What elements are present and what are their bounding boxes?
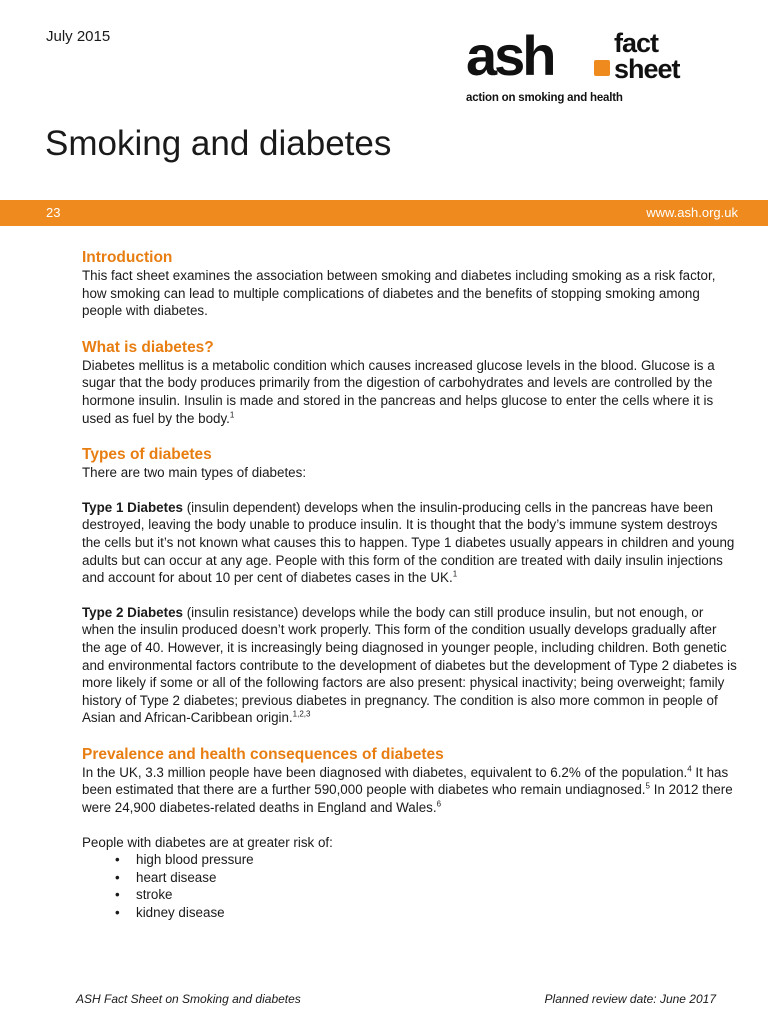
reference-marker: 1 bbox=[452, 569, 458, 579]
heading-prevalence: Prevalence and health consequences of diabetes bbox=[82, 745, 444, 763]
prevalence-paragraph: In the UK, 3.3 million people have been diagnosed with diabetes, equivalent to 6.2% of the population.$^4$ It has been estimated that there are a further 590,000 people with diabetes who remain undiagnosed.$^5$ In 2012 there were 24,900 diabetes-related deaths in England and Wales.$^6$ bbox=[82, 764, 733, 816]
list-item: • kidney disease bbox=[110, 904, 738, 922]
section-introduction bbox=[82, 248, 738, 320]
list-item: • heart disease bbox=[110, 869, 738, 887]
heading-introduction: Introduction bbox=[82, 249, 173, 266]
reference-marker: 1 bbox=[229, 410, 235, 420]
main-content bbox=[82, 248, 738, 940]
ash-logo bbox=[466, 24, 706, 114]
type1-paragraph: Type 1 Diabetes (insulin dependent) develops when the insulin-producing cells in the pancreas have been destroyed, leaving the body unable to produce insulin. It is thought that the body’s immune system destroys the cells but it’s not known what causes this to happen. Type 1 diabetes usually appears in children and young adults but can occur at any age. People with this form of the condition are treated with daily insulin injections and account for about 10 per cent of diabetes cases in the UK.$^1$ bbox=[82, 499, 735, 586]
footer-review-date: Planned review date: June 2017 bbox=[544, 992, 716, 1006]
logo-dot bbox=[594, 60, 610, 76]
type2-label: Type 2 Diabetes bbox=[82, 604, 183, 620]
logo-tagline: action on smoking and health bbox=[466, 92, 623, 104]
heading-types-of-diabetes: Types of diabetes bbox=[82, 446, 212, 464]
section-types-of-diabetes bbox=[82, 445, 738, 727]
fact-sheet-number: 23 bbox=[46, 205, 61, 220]
document-date: July 2015 bbox=[46, 28, 111, 45]
risk-intro: People with diabetes are at greater risk of: bbox=[82, 834, 333, 850]
list-item: • stroke bbox=[110, 886, 738, 904]
intro-paragraph: This fact sheet examines the association between smoking and diabetes including smoking as a risk factor, how smoking can lead to multiple complications of diabetes and the benefits of stopping smoking among people with diabetes. bbox=[82, 268, 716, 319]
risk-list bbox=[82, 851, 738, 921]
what-paragraph: Diabetes mellitus is a metabolic condition which causes increased glucose levels in the blood. Glucose is a sugar that the body produces primarily from the digestion of carbohydrates and levels are controlled by the hormone insulin. Insulin is made and stored in the pancreas and helps glucose to enter the cells where it is used as fuel by the body.$^1$ bbox=[82, 357, 715, 426]
header-bar bbox=[0, 200, 768, 226]
logo-ash-text: ash bbox=[466, 24, 554, 87]
type1-label: Type 1 Diabetes bbox=[82, 499, 183, 515]
section-prevalence bbox=[82, 745, 738, 922]
list-item: • high blood pressure bbox=[110, 851, 738, 869]
footer-title: ASH Fact Sheet on Smoking and diabetes bbox=[76, 992, 301, 1006]
reference-marker: 1,2,3 bbox=[292, 709, 311, 719]
website-link[interactable]: www.ash.org.uk bbox=[646, 205, 738, 220]
type2-paragraph: Type 2 Diabetes (insulin resistance) develops while the body can still produce insulin, but not enough, or when the insulin produced doesn’t work properly. This form of the condition usually develops gradually after the age of 40. However, it is increasingly being diagnosed in younger people, including children. Both genetic and environmental factors contribute to the development of diabetes but the development of Type 2 diabetes is more likely if some or all of the following factors are also present: physical inactivity; being overweight; family history of Type 2 diabetes; previous diabetes in pregnancy. The condition is also more common in people of Asian and African-Caribbean origin.$^{1,2,3}$ bbox=[82, 604, 737, 726]
page-title: Smoking and diabetes bbox=[45, 124, 392, 163]
types-intro: There are two main types of diabetes: bbox=[82, 465, 307, 481]
heading-what-is-diabetes: What is diabetes? bbox=[82, 338, 214, 356]
section-what-is-diabetes bbox=[82, 338, 738, 427]
logo-fact-sheet: fact sheet bbox=[614, 28, 680, 84]
